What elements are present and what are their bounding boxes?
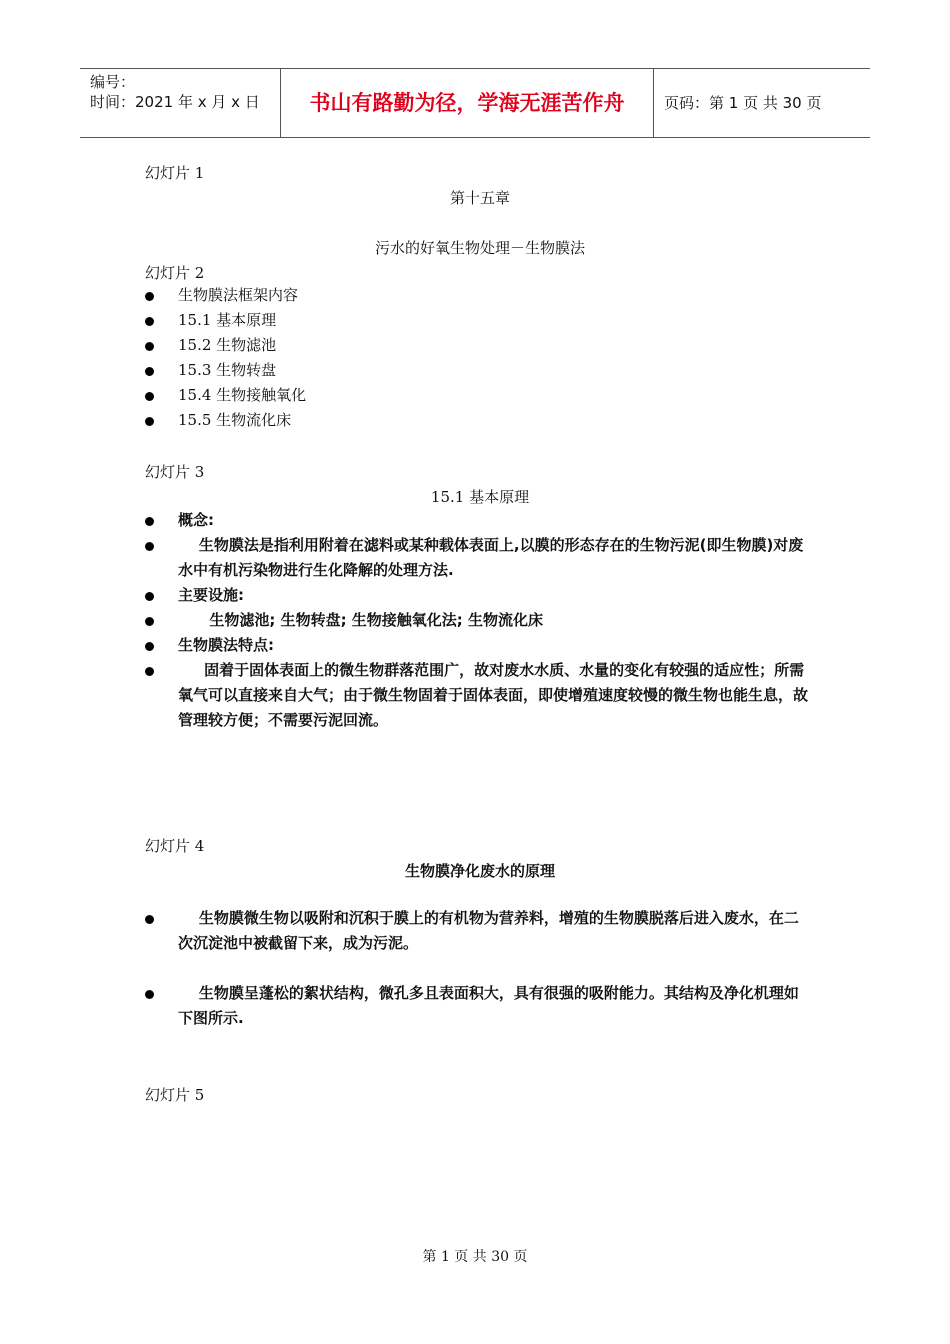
list-item: 主要设施: xyxy=(145,583,810,608)
bullet-icon xyxy=(145,617,154,626)
header-motto: 书山有路勤为径，学海无涯苦作舟 xyxy=(281,69,654,137)
bullet-icon xyxy=(145,667,154,676)
list-item: 15.4 生物接触氧化 xyxy=(145,383,810,408)
bullet-icon xyxy=(145,642,154,651)
bullet-icon xyxy=(145,317,154,326)
list-item: 生物膜微生物以吸附和沉积于膜上的有机物为营养料，增殖的生物膜脱落后进入废水，在二次沉淀池中被截留下来，成为污泥。 xyxy=(145,906,810,956)
bullet-icon xyxy=(145,392,154,401)
bullet-icon xyxy=(145,292,154,301)
bullet-icon xyxy=(145,517,154,526)
list-item: 生物滤池; 生物转盘; 生物接触氧化法; 生物流化床 xyxy=(145,608,810,633)
bullet-icon xyxy=(145,417,154,426)
list-item: 生物膜法是指利用附着在滤料或某种载体表面上,以膜的形态存在的生物污泥(即生物膜)对废水中有机污染物进行生化降解的处理方法. xyxy=(145,533,810,583)
list-item: 概念: xyxy=(145,508,810,533)
list-item: 生物膜法框架内容 xyxy=(145,283,810,308)
list-item: 15.5 生物流化床 xyxy=(145,408,810,433)
chapter-title: 污水的好氧生物处理－生物膜法 xyxy=(374,239,585,257)
bullet-icon xyxy=(145,542,154,551)
list-item: 固着于固体表面上的微生物群落范围广，故对废水水质、水量的变化有较强的适应性；所需氧气可以直接来自大气；由于微生物固着于固体表面，即使增殖速度较慢的微生物也能生息，故管理较方便；不需要污泥回流。 xyxy=(145,658,810,733)
page-header xyxy=(80,68,870,138)
number-label: 编号： xyxy=(90,73,136,91)
list-item: 15.3 生物转盘 xyxy=(145,358,810,383)
slide-1-label: 幻灯片 1 xyxy=(145,164,205,182)
section-title: 15.1 基本原理 xyxy=(430,488,530,506)
list-item: 15.2 生物滤池 xyxy=(145,333,810,358)
bullet-icon xyxy=(145,367,154,376)
header-meta-cell xyxy=(80,69,281,137)
section-title: 生物膜净化废水的原理 xyxy=(404,862,555,880)
page-footer: 第 1 页 共 30 页 xyxy=(422,1249,528,1265)
list-item: 生物膜呈蓬松的絮状结构，微孔多且表面积大，具有很强的吸附能力。其结构及净化机理如下图所示. xyxy=(145,981,810,1031)
header-page-info: 页码：第 1 页 共 30 页 xyxy=(664,94,822,112)
bullet-icon xyxy=(145,915,154,924)
slide-5-label: 幻灯片 5 xyxy=(145,1086,205,1104)
list-item: 生物膜法特点: xyxy=(145,633,810,658)
chapter-heading: 第十五章 xyxy=(449,189,510,207)
bullet-icon xyxy=(145,342,154,351)
slide-3-label: 幻灯片 3 xyxy=(145,463,205,481)
bullet-icon xyxy=(145,990,154,999)
slide-4-label: 幻灯片 4 xyxy=(145,837,205,855)
slide-2-label: 幻灯片 2 xyxy=(145,264,205,282)
date-label: 时间：2021 年 x 月 x 日 xyxy=(90,93,260,111)
bullet-icon xyxy=(145,592,154,601)
list-item: 15.1 基本原理 xyxy=(145,308,810,333)
